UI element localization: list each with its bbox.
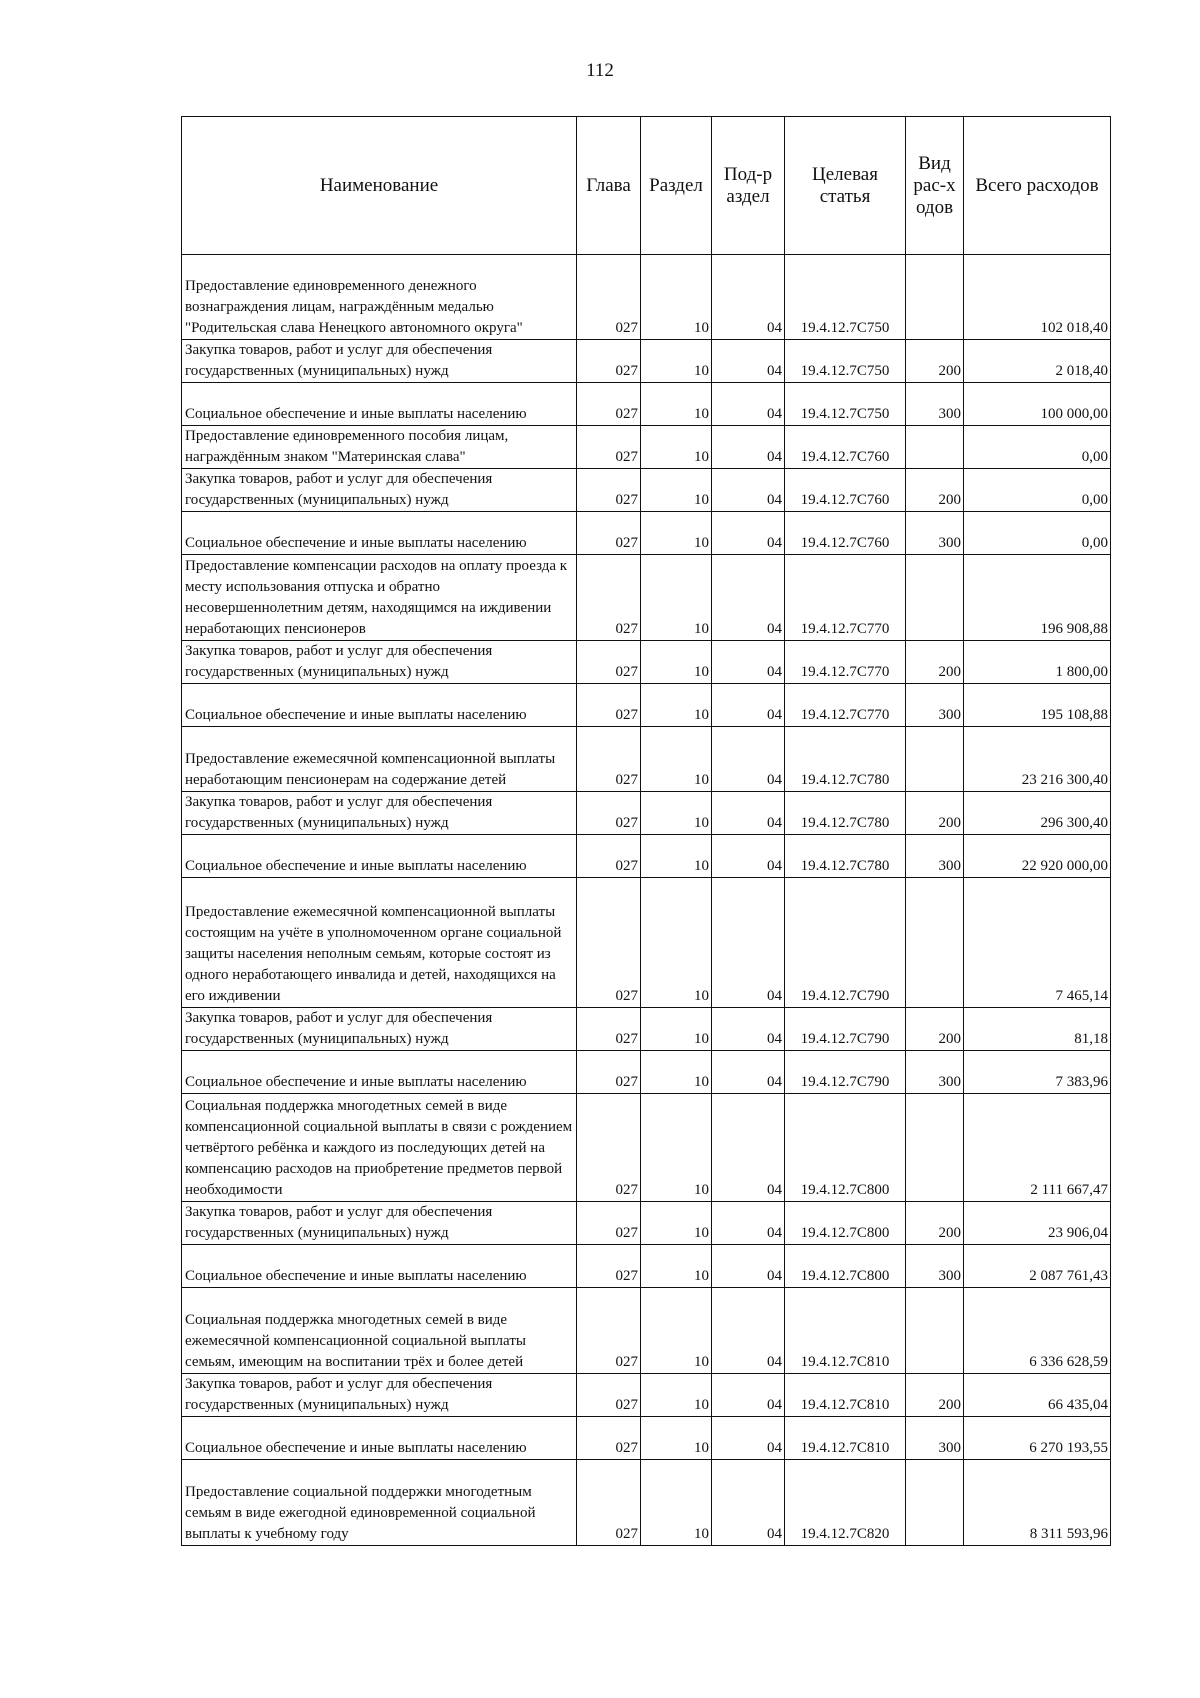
table-row [182,555,1111,641]
row-name: Предоставление компенсации расходов на оплату проезда к месту использования отпуска и обратно несовершеннолетним детям, находящимся на иждивении неработающих пенсионеров [182,555,577,641]
row-subsection: 04 [712,641,785,684]
row-total: 2 018,40 [964,340,1111,383]
row-subsection: 04 [712,878,785,1008]
row-total: 0,00 [964,426,1111,469]
header-chapter: Глава [577,117,641,255]
table-row [182,727,1111,792]
row-name: Закупка товаров, работ и услуг для обеспечения государственных (муниципальных) нужд [182,792,577,835]
row-name: Предоставление единовременного денежного вознаграждения лицам, награждённым медалью "Родительская слава Ненецкого автономного округа" [182,255,577,340]
row-subsection: 04 [712,727,785,792]
table-row [182,1094,1111,1202]
row-target-article: 19.4.12.7С780 [785,792,906,835]
row-name: Закупка товаров, работ и услуг для обеспечения государственных (муниципальных) нужд [182,641,577,684]
row-expense-kind [906,555,964,641]
row-section: 10 [641,1288,712,1374]
row-target-article: 19.4.12.7С770 [785,641,906,684]
table-row [182,469,1111,512]
row-target-article: 19.4.12.7С800 [785,1202,906,1245]
table-row [182,1417,1111,1460]
row-subsection: 04 [712,555,785,641]
row-chapter: 027 [577,1051,641,1094]
row-expense-kind: 300 [906,512,964,555]
row-subsection: 04 [712,835,785,878]
row-subsection: 04 [712,1051,785,1094]
row-target-article: 19.4.12.7С770 [785,684,906,727]
row-subsection: 04 [712,1008,785,1051]
row-subsection: 04 [712,684,785,727]
row-expense-kind: 200 [906,340,964,383]
table-row [182,684,1111,727]
row-subsection: 04 [712,792,785,835]
row-name: Социальное обеспечение и иные выплаты населению [182,1245,577,1288]
row-section: 10 [641,1051,712,1094]
table-row [182,1008,1111,1051]
row-subsection: 04 [712,1374,785,1417]
row-total: 8 311 593,96 [964,1460,1111,1546]
table-row [182,1374,1111,1417]
row-name: Предоставление социальной поддержки многодетным семьям в виде ежегодной единовременной социальной выплаты к учебному году [182,1460,577,1546]
row-target-article: 19.4.12.7С750 [785,383,906,426]
row-chapter: 027 [577,426,641,469]
row-total: 22 920 000,00 [964,835,1111,878]
row-subsection: 04 [712,255,785,340]
row-section: 10 [641,426,712,469]
budget-table [181,116,1111,1546]
row-total: 7 383,96 [964,1051,1111,1094]
row-total: 196 908,88 [964,555,1111,641]
row-total: 81,18 [964,1008,1111,1051]
row-total: 7 465,14 [964,878,1111,1008]
row-target-article: 19.4.12.7С760 [785,426,906,469]
row-total: 6 270 193,55 [964,1417,1111,1460]
table-row [182,792,1111,835]
row-name: Предоставление ежемесячной компенсационной выплаты состоящим на учёте в уполномоченном органе социальной защиты населения неполным семьям, которые состоят из одного неработающего инвалида и детей, находящихся на его иждивении [182,878,577,1008]
row-name: Социальное обеспечение и иные выплаты населению [182,383,577,426]
table-row [182,1051,1111,1094]
row-subsection: 04 [712,469,785,512]
row-target-article: 19.4.12.7С780 [785,835,906,878]
row-expense-kind [906,426,964,469]
row-total: 2 087 761,43 [964,1245,1111,1288]
row-subsection: 04 [712,1245,785,1288]
row-expense-kind [906,878,964,1008]
row-subsection: 04 [712,1202,785,1245]
row-expense-kind [906,1288,964,1374]
header-kind: Вид рас-ходов [906,117,964,255]
row-expense-kind: 200 [906,1202,964,1245]
row-total: 23 906,04 [964,1202,1111,1245]
row-chapter: 027 [577,641,641,684]
row-expense-kind: 200 [906,469,964,512]
row-subsection: 04 [712,340,785,383]
row-expense-kind: 300 [906,1245,964,1288]
table-row [182,878,1111,1008]
row-total: 0,00 [964,512,1111,555]
table-row [182,1245,1111,1288]
row-subsection: 04 [712,512,785,555]
row-target-article: 19.4.12.7С800 [785,1245,906,1288]
row-chapter: 027 [577,727,641,792]
row-section: 10 [641,1374,712,1417]
row-chapter: 027 [577,1245,641,1288]
table-row [182,1288,1111,1374]
row-total: 2 111 667,47 [964,1094,1111,1202]
row-expense-kind [906,1094,964,1202]
row-target-article: 19.4.12.7С810 [785,1288,906,1374]
row-target-article: 19.4.12.7С790 [785,1008,906,1051]
row-chapter: 027 [577,1288,641,1374]
row-total: 23 216 300,40 [964,727,1111,792]
row-section: 10 [641,1417,712,1460]
row-chapter: 027 [577,340,641,383]
row-total: 66 435,04 [964,1374,1111,1417]
row-target-article: 19.4.12.7С810 [785,1374,906,1417]
row-subsection: 04 [712,1417,785,1460]
row-section: 10 [641,1094,712,1202]
row-target-article: 19.4.12.7С800 [785,1094,906,1202]
row-total: 6 336 628,59 [964,1288,1111,1374]
table-row [182,383,1111,426]
row-subsection: 04 [712,1460,785,1546]
row-target-article: 19.4.12.7С750 [785,340,906,383]
header-subsection: Под-раздел [712,117,785,255]
row-expense-kind: 300 [906,1051,964,1094]
row-name: Социальная поддержка многодетных семей в виде компенсационной социальной выплаты в связи с рождением четвёртого ребёнка и каждого из последующих детей на компенсацию расходов на приобретение предметов первой необходимости [182,1094,577,1202]
row-target-article: 19.4.12.7С760 [785,469,906,512]
row-name: Предоставление ежемесячной компенсационной выплаты неработающим пенсионерам на содержание детей [182,727,577,792]
row-expense-kind: 200 [906,1008,964,1051]
row-name: Закупка товаров, работ и услуг для обеспечения государственных (муниципальных) нужд [182,1202,577,1245]
header-name: Наименование [182,117,577,255]
table-row [182,426,1111,469]
row-chapter: 027 [577,1374,641,1417]
table-row [182,512,1111,555]
row-section: 10 [641,1202,712,1245]
row-section: 10 [641,469,712,512]
row-chapter: 027 [577,1008,641,1051]
row-name: Социальная поддержка многодетных семей в виде ежемесячной компенсационной социальной выплаты семьям, имеющим на воспитании трёх и более детей [182,1288,577,1374]
row-section: 10 [641,727,712,792]
row-target-article: 19.4.12.7С760 [785,512,906,555]
row-section: 10 [641,555,712,641]
row-subsection: 04 [712,1288,785,1374]
row-name: Социальное обеспечение и иные выплаты населению [182,835,577,878]
row-chapter: 027 [577,255,641,340]
table-row [182,835,1111,878]
row-section: 10 [641,684,712,727]
row-name: Социальное обеспечение и иные выплаты населению [182,512,577,555]
row-name: Социальное обеспечение и иные выплаты населению [182,684,577,727]
row-section: 10 [641,255,712,340]
row-chapter: 027 [577,1417,641,1460]
header-total: Всего расходов [964,117,1111,255]
table-row [182,1460,1111,1546]
row-name: Закупка товаров, работ и услуг для обеспечения государственных (муниципальных) нужд [182,469,577,512]
table-body [182,255,1111,1546]
row-expense-kind: 300 [906,835,964,878]
row-section: 10 [641,1008,712,1051]
row-name: Закупка товаров, работ и услуг для обеспечения государственных (муниципальных) нужд [182,1374,577,1417]
row-chapter: 027 [577,555,641,641]
row-total: 195 108,88 [964,684,1111,727]
header-section: Раздел [641,117,712,255]
row-chapter: 027 [577,792,641,835]
row-section: 10 [641,792,712,835]
row-target-article: 19.4.12.7С750 [785,255,906,340]
row-name: Предоставление единовременного пособия лицам, награждённым знаком "Материнская слава" [182,426,577,469]
row-chapter: 027 [577,835,641,878]
row-section: 10 [641,383,712,426]
row-expense-kind: 200 [906,792,964,835]
row-section: 10 [641,878,712,1008]
row-subsection: 04 [712,383,785,426]
row-subsection: 04 [712,1094,785,1202]
row-name: Социальное обеспечение и иные выплаты населению [182,1051,577,1094]
row-chapter: 027 [577,684,641,727]
row-chapter: 027 [577,1094,641,1202]
row-expense-kind: 200 [906,641,964,684]
row-total: 1 800,00 [964,641,1111,684]
table-row [182,255,1111,340]
row-section: 10 [641,1460,712,1546]
table-row [182,340,1111,383]
row-chapter: 027 [577,1460,641,1546]
row-total: 102 018,40 [964,255,1111,340]
row-target-article: 19.4.12.7С790 [785,1051,906,1094]
row-chapter: 027 [577,512,641,555]
row-section: 10 [641,340,712,383]
row-section: 10 [641,835,712,878]
row-expense-kind [906,1460,964,1546]
row-total: 0,00 [964,469,1111,512]
row-chapter: 027 [577,878,641,1008]
header-target: Целевая статья [785,117,906,255]
row-total: 100 000,00 [964,383,1111,426]
row-expense-kind [906,727,964,792]
row-target-article: 19.4.12.7С810 [785,1417,906,1460]
row-expense-kind: 300 [906,684,964,727]
row-target-article: 19.4.12.7С780 [785,727,906,792]
page-number: 112 [586,60,614,81]
row-name: Социальное обеспечение и иные выплаты населению [182,1417,577,1460]
row-target-article: 19.4.12.7С790 [785,878,906,1008]
table-header-row [182,117,1111,255]
row-name: Закупка товаров, работ и услуг для обеспечения государственных (муниципальных) нужд [182,1008,577,1051]
row-expense-kind [906,255,964,340]
row-chapter: 027 [577,1202,641,1245]
row-expense-kind: 200 [906,1374,964,1417]
row-section: 10 [641,641,712,684]
row-section: 10 [641,1245,712,1288]
row-name: Закупка товаров, работ и услуг для обеспечения государственных (муниципальных) нужд [182,340,577,383]
row-target-article: 19.4.12.7С770 [785,555,906,641]
table-row [182,1202,1111,1245]
row-target-article: 19.4.12.7С820 [785,1460,906,1546]
row-total: 296 300,40 [964,792,1111,835]
row-chapter: 027 [577,469,641,512]
row-section: 10 [641,512,712,555]
row-expense-kind: 300 [906,383,964,426]
table-row [182,641,1111,684]
row-chapter: 027 [577,383,641,426]
row-subsection: 04 [712,426,785,469]
row-expense-kind: 300 [906,1417,964,1460]
